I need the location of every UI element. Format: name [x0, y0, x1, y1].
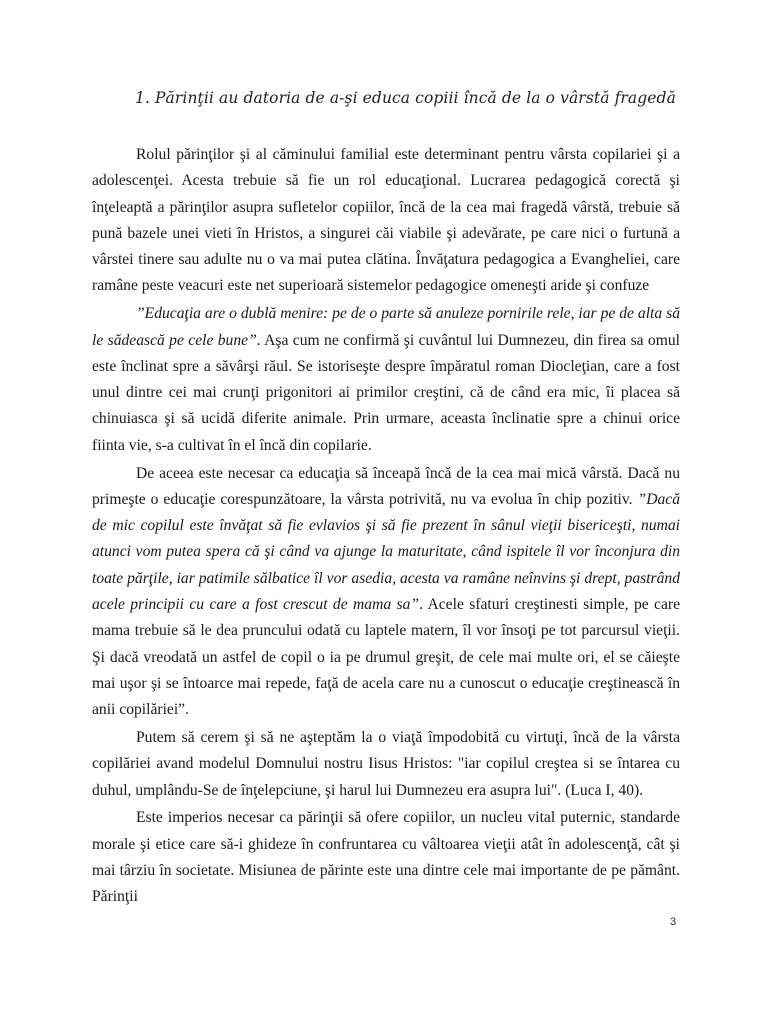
- paragraph-2-quote: ”Educaţia are o dublă menire: pe de o parte să anuleze pornirile rele, iar pe de alta să le sădească pe cele bune”: [92, 305, 680, 349]
- paragraph-3-text: De aceea este necesar ca educaţia să înceapă încă de la cea mai mică vârstă. Dacă nu primeşte o educaţie corespunzătoare, la vârsta potrivită, nu va evolua în chip pozitiv.: [92, 464, 680, 508]
- paragraph-5-text: Este imperios necesar ca părinţii să ofere copiilor, un nucleu vital puternic, standarde morale şi etice care să-i ghideze în confruntarea cu vâltoarea vieţii atât în adolescenţă, cât şi mai târziu în societate. Misiunea de părinte este una dintre cele mai importante de pe pământ. Părinţii: [92, 809, 680, 906]
- paragraph-5: [92, 805, 680, 910]
- paragraph-2: [92, 301, 680, 459]
- paragraph-4: [92, 725, 680, 804]
- paragraph-1-text: Rolul părinţilor şi al căminului familial este determinant pentru vârsta copilariei şi a adolescenţei. Acesta trebuie să fie un rol educaţional. Lucrarea pedagogică corectă şi înţeleaptă a părinţilor asupra sufletelor copiilor, încă de la cea mai fragedă vârstă, trebuie să pună bazele unei vieti în Hristos, a singurei căi viabile şi adevărate, pe care nici o furtună a vârstei tinere sau adulte nu o va mai putea clătina. Învăţatura pedagogica a Evangheliei, care ramâne peste veacuri este net superioară sistemelor pedagogice omeneşti aride şi confuze: [92, 146, 680, 295]
- page-number: 3: [670, 916, 677, 928]
- paragraph-4-text: Putem să cerem şi să ne aşteptăm la o viaţă împodobită cu virtuţi, încă de la vârsta copilăriei avand modelul Domnului nostru Iisus Hristos: "iar copilul creştea si se întarea cu duhul, umplându-Se de înţelepciune, şi harul lui Dumnezeu era asupra lui". (Luca I, 40).: [92, 729, 680, 799]
- paragraph-3-text-continued: . Acele sfaturi creştinesti simple, pe care mama trebuie să le dea pruncului odată cu laptele matern, îl vor însoţi pe tot parcursul vieţii. Şi dacă vreodată un astfel de copil o ia pe drumul greşit, de cele mai multe ori, el se căieşte mai uşor şi se întoarce mai repede, faţă de acela care nu a cunoscut o educaţie creştinească în anii copilăriei”.: [92, 596, 681, 719]
- paragraph-2-text: . Aşa cum ne confirmă şi cuvântul lui Dumnezeu, din firea sa omul este înclinat spre a săvârşi răul. Se istoriseşte despre împăratul roman Diocleţian, care a fost unul dintre cei mai crunţi prigonitori ai primilor creştini, că de când era mic, îi placea să chinuiasca şi să ucidă diferite animale. Prin urmare, aceasta înclinatie spre a chinui orice fiinta vie, s-a cultivat în el încă din copilarie.: [92, 331, 680, 454]
- body-text: [92, 142, 680, 912]
- paragraph-3-quote: ”Dacă de mic copilul este învăţat să fie evlavios şi să fie prezent în sânul vieţii bisericeşti, numai atunci vom putea spera că şi când va ajunge la maturitate, când ispitele îl vor înconjura din toate părţile, iar patimile sălbatice îl vor asedia, acesta va ramâne neînvins şi drept, pastrând acele principii cu care a fost crescut de mama sa”: [92, 490, 680, 614]
- section-heading: 1. Părinţii au datoria de a-şi educa copiii încă de la o vârstă fragedă: [135, 89, 676, 107]
- paragraph-3: [92, 461, 680, 724]
- paragraph-1: [92, 142, 680, 300]
